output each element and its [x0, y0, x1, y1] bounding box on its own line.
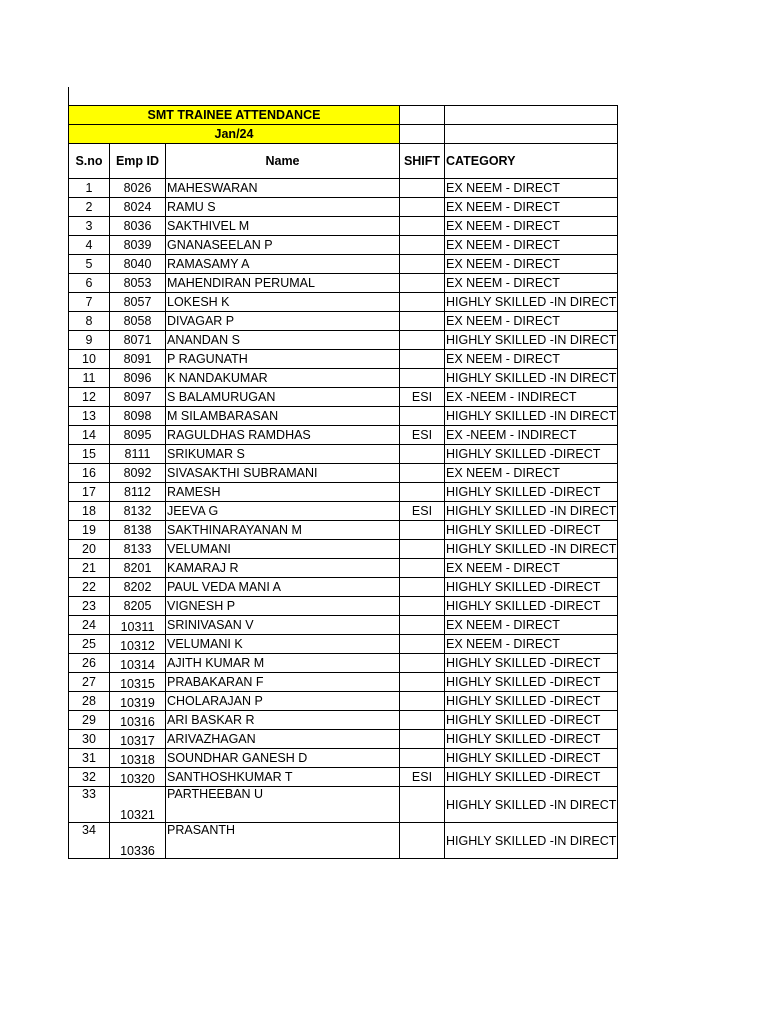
cell-sno[interactable]: 1 [69, 179, 110, 198]
table-row [69, 635, 618, 654]
cell-name[interactable]: SANTHOSHKUMAR T [166, 768, 400, 787]
cell-shift[interactable] [400, 635, 445, 654]
empty-cell[interactable] [400, 125, 445, 144]
cell-sno[interactable]: 21 [69, 559, 110, 578]
cell-sno[interactable]: 34 [69, 823, 110, 859]
cell-sno[interactable]: 7 [69, 293, 110, 312]
cell-shift[interactable] [400, 331, 445, 350]
cell-emp-id[interactable]: 10314 [110, 654, 166, 673]
cell-sno[interactable]: 4 [69, 236, 110, 255]
cell-shift[interactable] [400, 464, 445, 483]
cell-emp-id[interactable]: 8036 [110, 217, 166, 236]
cell-emp-id[interactable]: 10319 [110, 692, 166, 711]
cell-shift[interactable] [400, 749, 445, 768]
cell-name[interactable]: SIVASAKTHI SUBRAMANI [166, 464, 400, 483]
cell-shift[interactable]: ESI [400, 768, 445, 787]
cell-name[interactable]: DIVAGAR P [166, 312, 400, 331]
cell-sno[interactable]: 19 [69, 521, 110, 540]
cell-category[interactable]: HIGHLY SKILLED -DIRECT [445, 578, 618, 597]
cell-emp-id[interactable]: 8138 [110, 521, 166, 540]
cell-category[interactable]: EX NEEM - DIRECT [445, 616, 618, 635]
cell-emp-id[interactable]: 8092 [110, 464, 166, 483]
cell-category[interactable]: HIGHLY SKILLED -IN DIRECT [445, 407, 618, 426]
cell-name[interactable]: ANANDAN S [166, 331, 400, 350]
cell-name[interactable]: PAUL VEDA MANI A [166, 578, 400, 597]
cell-shift[interactable]: ESI [400, 388, 445, 407]
cell-emp-id[interactable]: 8040 [110, 255, 166, 274]
cell-name[interactable]: CHOLARAJAN P [166, 692, 400, 711]
cell-category[interactable]: EX NEEM - DIRECT [445, 217, 618, 236]
table-row [69, 445, 618, 464]
cell-category[interactable]: EX NEEM - DIRECT [445, 198, 618, 217]
cell-shift[interactable] [400, 711, 445, 730]
cell-category[interactable]: HIGHLY SKILLED -DIRECT [445, 521, 618, 540]
cell-shift[interactable] [400, 483, 445, 502]
cell-sno[interactable]: 26 [69, 654, 110, 673]
cell-emp-id[interactable]: 8091 [110, 350, 166, 369]
cell-category[interactable]: EX NEEM - DIRECT [445, 255, 618, 274]
cell-name[interactable]: P RAGUNATH [166, 350, 400, 369]
cell-name[interactable]: SRINIVASAN V [166, 616, 400, 635]
cell-cursor-line [68, 87, 69, 105]
cell-sno[interactable]: 33 [69, 787, 110, 823]
cell-category[interactable]: HIGHLY SKILLED -DIRECT [445, 711, 618, 730]
cell-emp-id[interactable]: 10316 [110, 711, 166, 730]
cell-emp-id[interactable]: 8026 [110, 179, 166, 198]
cell-sno[interactable]: 13 [69, 407, 110, 426]
cell-category[interactable]: HIGHLY SKILLED -DIRECT [445, 768, 618, 787]
cell-name[interactable]: ARIVAZHAGAN [166, 730, 400, 749]
cell-emp-id[interactable]: 8024 [110, 198, 166, 217]
cell-category[interactable]: EX -NEEM - INDIRECT [445, 426, 618, 445]
table-row [69, 483, 618, 502]
table-row [69, 616, 618, 635]
table-row [69, 673, 618, 692]
cell-sno[interactable]: 12 [69, 388, 110, 407]
cell-emp-id[interactable]: 10336 [110, 823, 166, 859]
cell-name[interactable]: VELUMANI K [166, 635, 400, 654]
cell-name[interactable]: RAGULDHAS RAMDHAS [166, 426, 400, 445]
cell-sno[interactable]: 29 [69, 711, 110, 730]
cell-emp-id[interactable]: 8097 [110, 388, 166, 407]
cell-category[interactable]: EX NEEM - DIRECT [445, 312, 618, 331]
header-name[interactable]: Name [166, 144, 400, 179]
cell-shift[interactable] [400, 616, 445, 635]
cell-category[interactable]: HIGHLY SKILLED -IN DIRECT [445, 502, 618, 521]
table-row [69, 350, 618, 369]
cell-emp-id[interactable]: 8096 [110, 369, 166, 388]
cell-emp-id[interactable]: 8058 [110, 312, 166, 331]
cell-sno[interactable]: 15 [69, 445, 110, 464]
cell-name[interactable]: LOKESH K [166, 293, 400, 312]
cell-shift[interactable] [400, 559, 445, 578]
cell-sno[interactable]: 18 [69, 502, 110, 521]
table-row [69, 388, 618, 407]
cell-emp-id[interactable]: 8098 [110, 407, 166, 426]
cell-category[interactable]: EX -NEEM - INDIRECT [445, 388, 618, 407]
cell-category[interactable]: HIGHLY SKILLED -IN DIRECT [445, 823, 618, 859]
cell-shift[interactable] [400, 179, 445, 198]
cell-name[interactable]: K NANDAKUMAR [166, 369, 400, 388]
cell-name[interactable]: PARTHEEBAN U [166, 787, 400, 823]
cell-emp-id[interactable]: 8201 [110, 559, 166, 578]
cell-shift[interactable]: ESI [400, 426, 445, 445]
table-row [69, 559, 618, 578]
cell-name[interactable]: AJITH KUMAR M [166, 654, 400, 673]
cell-emp-id[interactable]: 8205 [110, 597, 166, 616]
cell-category[interactable]: HIGHLY SKILLED -IN DIRECT [445, 293, 618, 312]
cell-shift[interactable]: ESI [400, 502, 445, 521]
table-row [69, 730, 618, 749]
cell-shift[interactable] [400, 654, 445, 673]
cell-emp-id[interactable]: 8095 [110, 426, 166, 445]
cell-emp-id[interactable]: 10318 [110, 749, 166, 768]
cell-shift[interactable] [400, 198, 445, 217]
table-row [69, 823, 618, 859]
table-row [69, 578, 618, 597]
cell-emp-id[interactable]: 10312 [110, 635, 166, 654]
cell-name[interactable]: VELUMANI [166, 540, 400, 559]
cell-emp-id[interactable]: 8112 [110, 483, 166, 502]
table-row [69, 711, 618, 730]
table-row [69, 521, 618, 540]
month-row [69, 125, 618, 144]
cell-category[interactable]: EX NEEM - DIRECT [445, 179, 618, 198]
attendance-table [68, 105, 618, 859]
cell-sno[interactable]: 22 [69, 578, 110, 597]
cell-category[interactable]: HIGHLY SKILLED -DIRECT [445, 597, 618, 616]
table-row [69, 331, 618, 350]
sheet-title[interactable]: SMT TRAINEE ATTENDANCE [69, 106, 400, 125]
cell-name[interactable]: PRASANTH [166, 823, 400, 859]
cell-sno[interactable]: 30 [69, 730, 110, 749]
cell-category[interactable]: EX NEEM - DIRECT [445, 274, 618, 293]
cell-name[interactable]: MAHESWARAN [166, 179, 400, 198]
cell-sno[interactable]: 17 [69, 483, 110, 502]
cell-shift[interactable] [400, 350, 445, 369]
table-row [69, 255, 618, 274]
cell-emp-id[interactable]: 8071 [110, 331, 166, 350]
cell-name[interactable]: RAMASAMY A [166, 255, 400, 274]
cell-category[interactable]: HIGHLY SKILLED -IN DIRECT [445, 331, 618, 350]
cell-category[interactable]: EX NEEM - DIRECT [445, 464, 618, 483]
cell-name[interactable]: ARI BASKAR R [166, 711, 400, 730]
cell-emp-id[interactable]: 8053 [110, 274, 166, 293]
cell-name[interactable]: SOUNDHAR GANESH D [166, 749, 400, 768]
table-row [69, 369, 618, 388]
cell-sno[interactable]: 8 [69, 312, 110, 331]
sheet-month[interactable]: Jan/24 [69, 125, 400, 144]
cell-shift[interactable] [400, 369, 445, 388]
header-sno[interactable]: S.no [69, 144, 110, 179]
cell-category[interactable]: EX NEEM - DIRECT [445, 350, 618, 369]
cell-shift[interactable] [400, 692, 445, 711]
cell-name[interactable]: RAMESH [166, 483, 400, 502]
table-row [69, 540, 618, 559]
cell-emp-id[interactable]: 8111 [110, 445, 166, 464]
cell-shift[interactable] [400, 597, 445, 616]
cell-name[interactable]: SAKTHIVEL M [166, 217, 400, 236]
header-category[interactable]: CATEGORY [445, 144, 618, 179]
cell-emp-id[interactable]: 10320 [110, 768, 166, 787]
cell-sno[interactable]: 23 [69, 597, 110, 616]
cell-category[interactable]: HIGHLY SKILLED -IN DIRECT [445, 369, 618, 388]
table-row [69, 692, 618, 711]
cell-shift[interactable] [400, 312, 445, 331]
cell-category[interactable]: HIGHLY SKILLED -IN DIRECT [445, 540, 618, 559]
cell-shift[interactable] [400, 255, 445, 274]
cell-shift[interactable] [400, 445, 445, 464]
table-row [69, 236, 618, 255]
cell-name[interactable]: SAKTHINARAYANAN M [166, 521, 400, 540]
table-row [69, 312, 618, 331]
cell-name[interactable]: SRIKUMAR S [166, 445, 400, 464]
empty-cell[interactable] [445, 125, 618, 144]
cell-shift[interactable] [400, 217, 445, 236]
cell-sno[interactable]: 9 [69, 331, 110, 350]
cell-category[interactable]: HIGHLY SKILLED -DIRECT [445, 445, 618, 464]
cell-name[interactable]: JEEVA G [166, 502, 400, 521]
cell-sno[interactable]: 6 [69, 274, 110, 293]
cell-sno[interactable]: 32 [69, 768, 110, 787]
cell-category[interactable]: HIGHLY SKILLED -DIRECT [445, 483, 618, 502]
cell-name[interactable]: KAMARAJ R [166, 559, 400, 578]
cell-emp-id[interactable]: 8202 [110, 578, 166, 597]
attendance-table-body [69, 106, 618, 859]
empty-cell[interactable] [445, 106, 618, 125]
cell-name[interactable]: PRABAKARAN F [166, 673, 400, 692]
cell-emp-id[interactable]: 8132 [110, 502, 166, 521]
table-row [69, 179, 618, 198]
table-row [69, 654, 618, 673]
cell-shift[interactable] [400, 521, 445, 540]
cell-emp-id[interactable]: 10317 [110, 730, 166, 749]
table-row [69, 502, 618, 521]
table-row [69, 217, 618, 236]
cell-shift[interactable] [400, 823, 445, 859]
cell-shift[interactable] [400, 274, 445, 293]
cell-shift[interactable] [400, 236, 445, 255]
cell-sno[interactable]: 10 [69, 350, 110, 369]
cell-name[interactable]: VIGNESH P [166, 597, 400, 616]
cell-category[interactable]: HIGHLY SKILLED -DIRECT [445, 730, 618, 749]
cell-sno[interactable]: 2 [69, 198, 110, 217]
cell-name[interactable]: S BALAMURUGAN [166, 388, 400, 407]
header-emp-id[interactable]: Emp ID [110, 144, 166, 179]
table-row [69, 768, 618, 787]
cell-category[interactable]: HIGHLY SKILLED -DIRECT [445, 749, 618, 768]
cell-shift[interactable] [400, 293, 445, 312]
cell-shift[interactable] [400, 578, 445, 597]
cell-emp-id[interactable]: 10311 [110, 616, 166, 635]
cell-category[interactable]: HIGHLY SKILLED -DIRECT [445, 673, 618, 692]
table-row [69, 198, 618, 217]
cell-emp-id[interactable]: 10321 [110, 787, 166, 823]
cell-emp-id[interactable]: 10315 [110, 673, 166, 692]
cell-category[interactable]: HIGHLY SKILLED -DIRECT [445, 692, 618, 711]
cell-sno[interactable]: 11 [69, 369, 110, 388]
cell-sno[interactable]: 5 [69, 255, 110, 274]
cell-emp-id[interactable]: 8039 [110, 236, 166, 255]
cell-category[interactable]: EX NEEM - DIRECT [445, 559, 618, 578]
cell-sno[interactable]: 3 [69, 217, 110, 236]
cell-sno[interactable]: 24 [69, 616, 110, 635]
cell-sno[interactable]: 16 [69, 464, 110, 483]
cell-shift[interactable] [400, 407, 445, 426]
cell-category[interactable]: HIGHLY SKILLED -DIRECT [445, 654, 618, 673]
cell-name[interactable]: GNANASEELAN P [166, 236, 400, 255]
cell-name[interactable]: M SILAMBARASAN [166, 407, 400, 426]
table-row [69, 787, 618, 823]
cell-category[interactable]: EX NEEM - DIRECT [445, 236, 618, 255]
cell-sno[interactable]: 28 [69, 692, 110, 711]
header-shift[interactable]: SHIFT [400, 144, 445, 179]
table-row [69, 274, 618, 293]
cell-category[interactable]: HIGHLY SKILLED -IN DIRECT [445, 787, 618, 823]
cell-sno[interactable]: 31 [69, 749, 110, 768]
empty-cell[interactable] [400, 106, 445, 125]
cell-name[interactable]: MAHENDIRAN PERUMAL [166, 274, 400, 293]
table-row [69, 407, 618, 426]
table-row [69, 464, 618, 483]
table-row [69, 426, 618, 445]
cell-shift[interactable] [400, 730, 445, 749]
cell-name[interactable]: RAMU S [166, 198, 400, 217]
title-row [69, 106, 618, 125]
header-row [69, 144, 618, 179]
cell-sno[interactable]: 27 [69, 673, 110, 692]
cell-shift[interactable] [400, 673, 445, 692]
cell-emp-id[interactable]: 8133 [110, 540, 166, 559]
cell-emp-id[interactable]: 8057 [110, 293, 166, 312]
table-row [69, 597, 618, 616]
cell-sno[interactable]: 25 [69, 635, 110, 654]
cell-shift[interactable] [400, 787, 445, 823]
cell-sno[interactable]: 20 [69, 540, 110, 559]
table-row [69, 749, 618, 768]
cell-shift[interactable] [400, 540, 445, 559]
cell-sno[interactable]: 14 [69, 426, 110, 445]
cell-category[interactable]: EX NEEM - DIRECT [445, 635, 618, 654]
table-row [69, 293, 618, 312]
